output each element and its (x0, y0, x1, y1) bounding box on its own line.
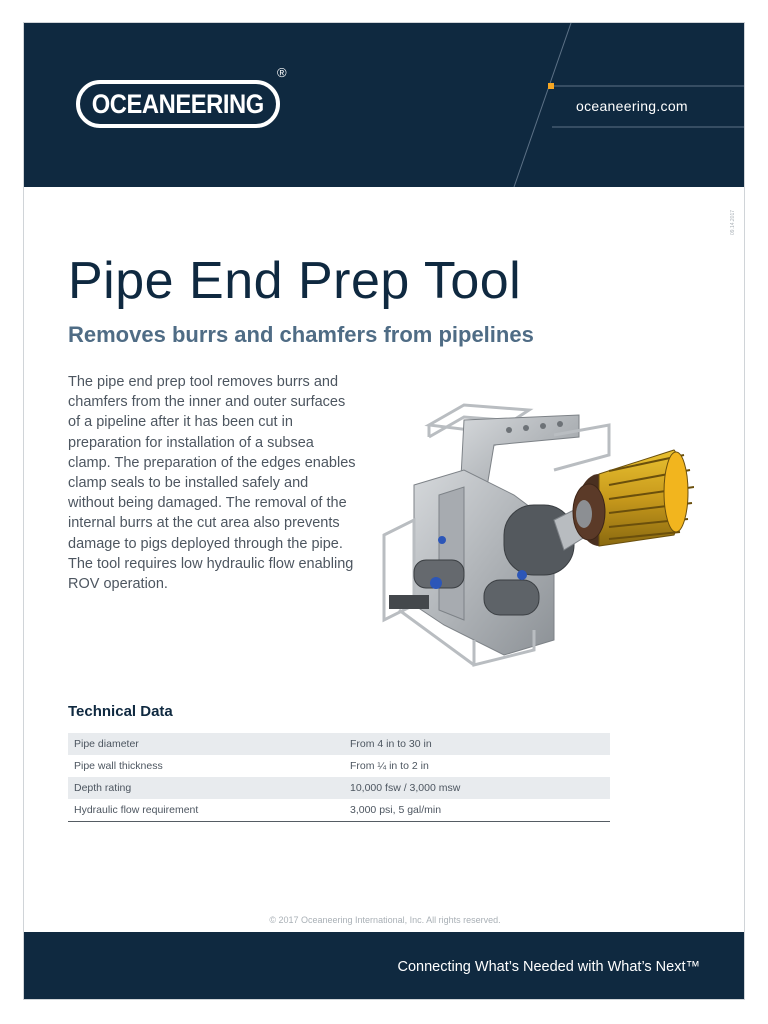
version-code: 09.14.2017 (730, 209, 736, 235)
description-paragraph: The pipe end prep tool removes burrs and chamfers from the inner and outer surfaces of a pipeline after it has been cut in preparation for installation of a subsea clamp. The preparation of the edges enables clamp seals to be installed safely and without being damaged. The removal of the internal burrs at the cut area also prevents damage to pigs deployed through the pipe. The tool requires low hydraulic flow enabling ROV operation. (68, 374, 356, 593)
technical-data-heading: Technical Data (68, 703, 173, 720)
registered-mark: ® (277, 65, 287, 80)
row-label: Pipe diameter (68, 733, 344, 755)
header-banner (24, 23, 745, 187)
copyright-notice: © 2017 Oceaneering International, Inc. All rights reserved. (269, 915, 501, 925)
technical-data-table (68, 733, 610, 822)
website-link[interactable]: oceaneering.com (576, 98, 688, 114)
row-label: Hydraulic flow requirement (74, 803, 199, 816)
datasheet-page (23, 22, 745, 1000)
row-value: 3,000 psi, 5 gal/min (350, 803, 442, 816)
row-value: From 4 in to 30 in (344, 733, 610, 755)
row-label: Pipe wall thickness (74, 760, 163, 772)
table-row (68, 733, 610, 755)
table-row (68, 755, 610, 777)
table-row (68, 777, 610, 799)
page-subtitle: Removes burrs and chamfers from pipelines (68, 322, 534, 347)
row-value: 10,000 fsw / 3,000 msw (344, 777, 610, 799)
logo-wordmark: OCEANEERING (91, 88, 265, 119)
oceaneering-logo (76, 80, 280, 128)
pipe-end-prep-tool-image (354, 375, 694, 675)
row-value: From ¼ in to 2 in (350, 760, 429, 772)
row-label: Depth rating (68, 777, 344, 799)
table-row (68, 799, 610, 821)
footer-tagline: Connecting What’s Needed with What’s Next™ (397, 959, 700, 975)
page-title: Pipe End Prep Tool (68, 252, 522, 310)
footer-banner (24, 932, 745, 1000)
